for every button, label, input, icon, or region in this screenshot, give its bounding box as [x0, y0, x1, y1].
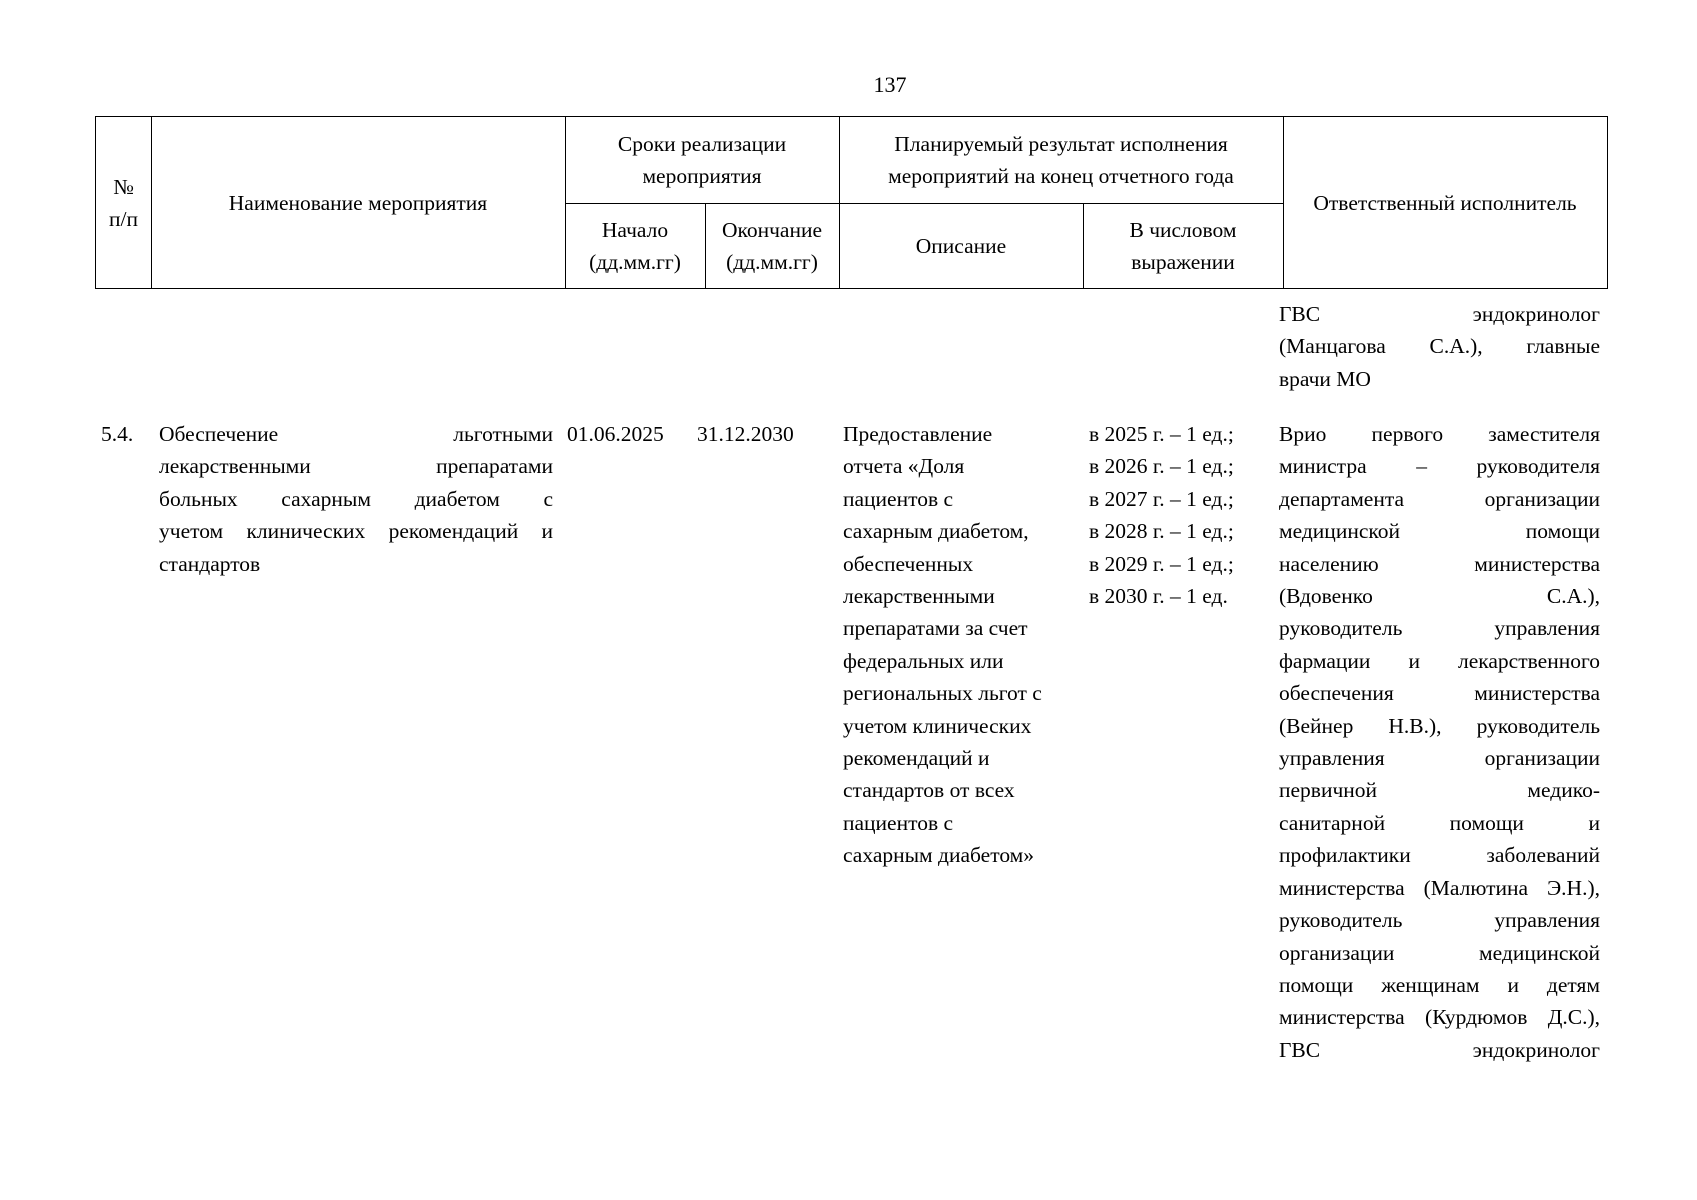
text-line: в 2028 г. – 1 ед.;	[1089, 519, 1234, 544]
text-line: учетом клинических рекомендаций и	[159, 519, 553, 544]
text-line: в 2025 г. – 1 ед.;	[1089, 422, 1234, 446]
text-line: пациентов с	[843, 810, 954, 835]
text-line: препаратами за счет	[843, 616, 1028, 641]
continued-responsible	[1279, 298, 1600, 395]
text-line: ГВС эндокринолог	[1279, 302, 1600, 326]
text-line: в 2027 г. – 1 ед.;	[1089, 486, 1234, 511]
row-responsible	[1279, 418, 1600, 1066]
text-line: отчета «Доля	[843, 454, 965, 479]
text-line: региональных льгот с	[843, 681, 1042, 706]
text-line: лекарственными препаратами	[159, 454, 553, 479]
header-responsible: Ответственный исполнитель	[1313, 190, 1577, 215]
text-line: помощи женщинам и детям	[1279, 972, 1600, 997]
header-numeric: В числовом выражении	[1129, 217, 1237, 274]
text-line: стандартов	[159, 551, 261, 576]
page-number: 137	[873, 72, 907, 97]
header-number: № п/п	[109, 174, 138, 231]
text-line: организации медицинской	[1279, 940, 1600, 965]
text-line: рекомендаций и	[843, 746, 990, 771]
header-description: Описание	[915, 233, 1007, 258]
text-line: ГВС эндокринолог	[1279, 1037, 1600, 1062]
header-result: Планируемый результат исполнения мероприятий на конец отчетного года	[888, 132, 1234, 188]
text-line: Предоставление	[843, 422, 993, 446]
text-line: в 2029 г. – 1 ед.;	[1089, 551, 1234, 576]
text-line: профилактики заболеваний	[1279, 843, 1600, 868]
text-line: больных сахарным диабетом с	[159, 486, 553, 511]
text-line: департамента организации	[1279, 486, 1600, 511]
text-line: руководитель управления	[1279, 616, 1600, 641]
table-header	[95, 116, 1608, 289]
text-line: первичной медико-	[1279, 778, 1600, 803]
row-end-date: 31.12.2030	[697, 422, 794, 446]
text-line: пациентов с	[843, 486, 954, 511]
text-line: сахарным диабетом»	[843, 843, 1035, 868]
text-line: (Вдовенко С.А.),	[1279, 584, 1600, 609]
text-line: министра – руководителя	[1279, 454, 1600, 479]
text-line: учетом клинических	[843, 713, 1032, 738]
text-line: населению министерства	[1279, 551, 1600, 576]
text-line: в 2030 г. – 1 ед.	[1089, 584, 1228, 609]
row-numeric	[1089, 418, 1264, 612]
text-line: фармации и лекарственного	[1279, 648, 1600, 673]
text-line: министерства (Курдюмов Д.С.),	[1279, 1005, 1600, 1030]
text-line: федеральных или	[843, 648, 1004, 673]
text-line: обеспеченных	[843, 551, 974, 576]
row-name	[159, 418, 553, 580]
text-line: лекарственными	[843, 584, 995, 609]
text-line: (Вейнер Н.В.), руководитель	[1279, 713, 1600, 738]
text-line: Обеспечение льготными	[159, 422, 553, 446]
text-line: Врио первого заместителя	[1279, 422, 1600, 446]
header-start: Начало (дд.мм.гг)	[589, 217, 681, 274]
header-name: Наименование мероприятия	[228, 190, 488, 215]
header-terms: Сроки реализации мероприятия	[617, 132, 787, 188]
text-line: (Манцагова С.А.), главные	[1279, 334, 1600, 359]
row-start-date: 01.06.2025	[567, 422, 664, 446]
text-line: стандартов от всех	[843, 778, 1015, 803]
row-description	[843, 418, 1075, 872]
header-end: Окончание (дд.мм.гг)	[721, 217, 823, 274]
row-number: 5.4.	[101, 422, 134, 446]
text-line: министерства (Малютина Э.Н.),	[1279, 875, 1600, 900]
text-line: медицинской помощи	[1279, 519, 1600, 544]
text-line: обеспечения министерства	[1279, 681, 1600, 706]
text-line: врачи МО	[1279, 366, 1371, 391]
text-line: сахарным диабетом,	[843, 519, 1029, 544]
text-line: руководитель управления	[1279, 908, 1600, 933]
text-line: в 2026 г. – 1 ед.;	[1089, 454, 1234, 479]
text-line: санитарной помощи и	[1279, 810, 1600, 835]
text-line: управления организации	[1279, 746, 1600, 771]
